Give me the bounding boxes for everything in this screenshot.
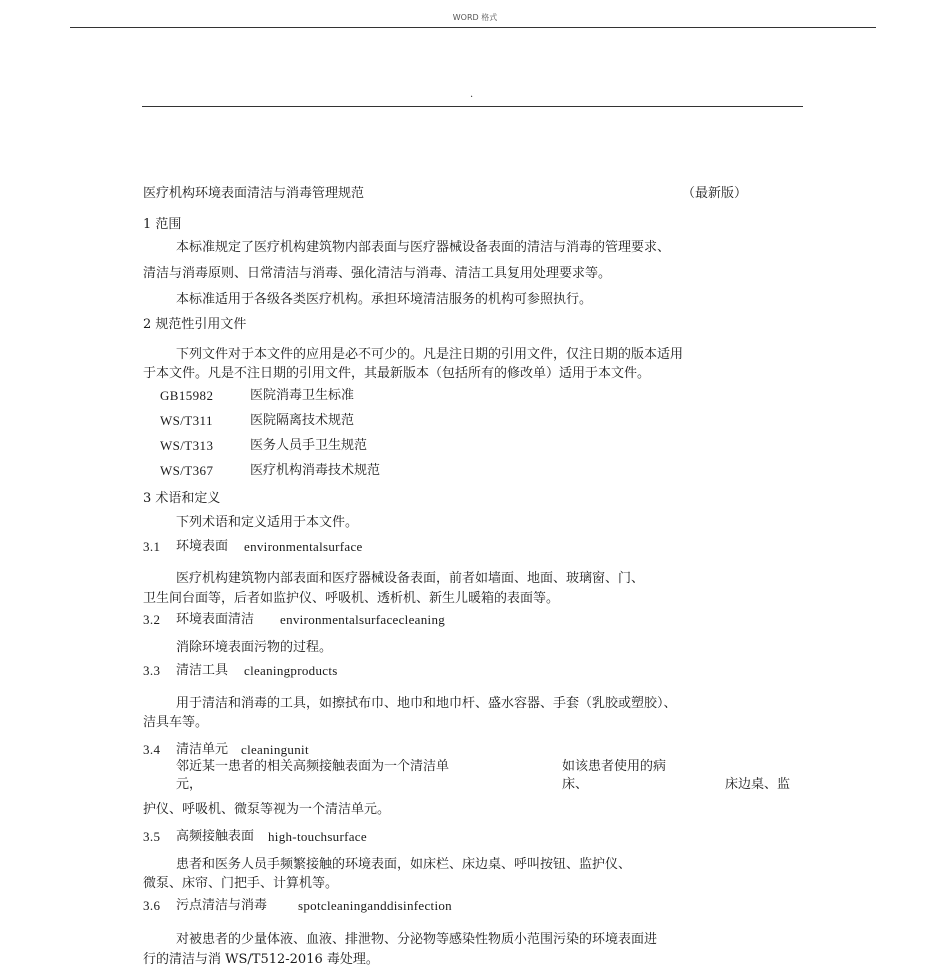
term-number: 3.2 (143, 612, 161, 627)
term-def-line: 卫生间台面等，后者如监护仪、呼吸机、透析机、新生儿暖箱的表面等。 (143, 591, 560, 606)
term-def-col-3: 床边桌、监 (725, 777, 791, 792)
ref-code: GB15982 (160, 388, 214, 403)
ref-title: 医疗机构消毒技术规范 (250, 463, 381, 478)
term-cn: 清洁工具 (176, 663, 229, 678)
term-def-line: 对被患者的少量体液、血液、排泄物、分泌物等感染性物质小范围污染的环境表面进 (176, 932, 658, 947)
section-1-para-1-line-2: 清洁与消毒原则、日常清洁与消毒、强化清洁与消毒、清洁工具复用处理要求等。 (143, 266, 612, 281)
term-def-col-1: 元， (176, 777, 203, 792)
term-def-line: 消除环境表面污物的过程。 (176, 640, 333, 655)
term-en: environmentalsurface (244, 539, 363, 554)
term-def-line: 患者和医务人员手频繁接触的环境表面，如床栏、床边桌、呼叫按钮、监护仪、 (176, 857, 632, 872)
section-3-intro: 下列术语和定义适用于本文件。 (176, 515, 359, 530)
term-number: 3.5 (143, 829, 161, 844)
term-en: high-touchsurface (268, 829, 367, 844)
term-def-line: 用于清洁和消毒的工具，如擦拭布巾、地巾和地巾杆、盛水容器、手套（乳胶或塑胶）、 (176, 696, 677, 711)
document-edition: （最新版） (682, 186, 748, 201)
ref-title: 医务人员手卫生规范 (250, 438, 368, 453)
section-2-para-line-2: 于本文件。凡是不注日期的引用文件，其最新版本（包括所有的修改单）适用于本文件。 (143, 366, 651, 381)
term-cn: 污点清洁与消毒 (176, 898, 268, 913)
ref-title: 医院消毒卫生标准 (250, 388, 355, 403)
term-def-line: 护仪、呼吸机、微泵等视为一个清洁单元。 (143, 802, 391, 817)
page-header-label: WORD 格式 (452, 13, 498, 22)
term-def-line: 微泵、床帘、门把手、计算机等。 (143, 876, 339, 891)
term-en: spotcleaninganddisinfection (298, 898, 452, 913)
ref-title: 医院隔离技术规范 (250, 413, 355, 428)
term-def-line: 医疗机构建筑物内部表面和医疗器械设备表面，前者如墙面、地面、玻璃窗、门、 (176, 571, 645, 586)
section-3-heading: 3 术语和定义 (143, 491, 221, 506)
term-cn: 清洁单元 (176, 742, 229, 757)
term-def-line: 行的清洁与消 WS/T512-2016 毒处理。 (143, 952, 379, 967)
section-1-para-1-line-1: 本标准规定了医疗机构建筑物内部表面与医疗器械设备表面的清洁与消毒的管理要求、 (176, 240, 671, 255)
term-en: cleaningunit (241, 742, 309, 757)
term-number: 3.1 (143, 539, 161, 554)
term-cn: 环境表面清洁 (176, 612, 255, 627)
header-dot: . (470, 89, 474, 100)
ref-code: WS/T367 (160, 463, 214, 478)
term-def-line: 洁具车等。 (143, 715, 209, 730)
ref-code: WS/T311 (160, 413, 213, 428)
term-def-col-2: 床、 (562, 777, 589, 792)
section-rule (142, 106, 803, 107)
term-number: 3.4 (143, 742, 161, 757)
section-1-heading: 1 范围 (143, 217, 182, 232)
ref-code: WS/T313 (160, 438, 214, 453)
section-2-para-line-1: 下列文件对于本文件的应用是必不可少的。凡是注日期的引用文件，仅注日期的版本适用 (176, 347, 684, 362)
term-en: environmentalsurfacecleaning (280, 612, 446, 627)
term-def-col-1: 邻近某一患者的相关高频接触表面为一个清洁单 (176, 759, 450, 774)
term-en: cleaningproducts (244, 663, 338, 678)
section-2-heading: 2 规范性引用文件 (143, 317, 247, 332)
term-cn: 高频接触表面 (176, 829, 255, 844)
term-def-col-2: 如该患者使用的病 (562, 759, 667, 774)
document-title: 医疗机构环境表面清洁与消毒管理规范 (143, 186, 365, 201)
term-number: 3.6 (143, 898, 161, 913)
section-1-para-2: 本标准适用于各级各类医疗机构。承担环境清洁服务的机构可参照执行。 (176, 292, 593, 307)
header-rule (70, 27, 876, 28)
term-cn: 环境表面 (176, 539, 229, 554)
term-number: 3.3 (143, 663, 161, 678)
